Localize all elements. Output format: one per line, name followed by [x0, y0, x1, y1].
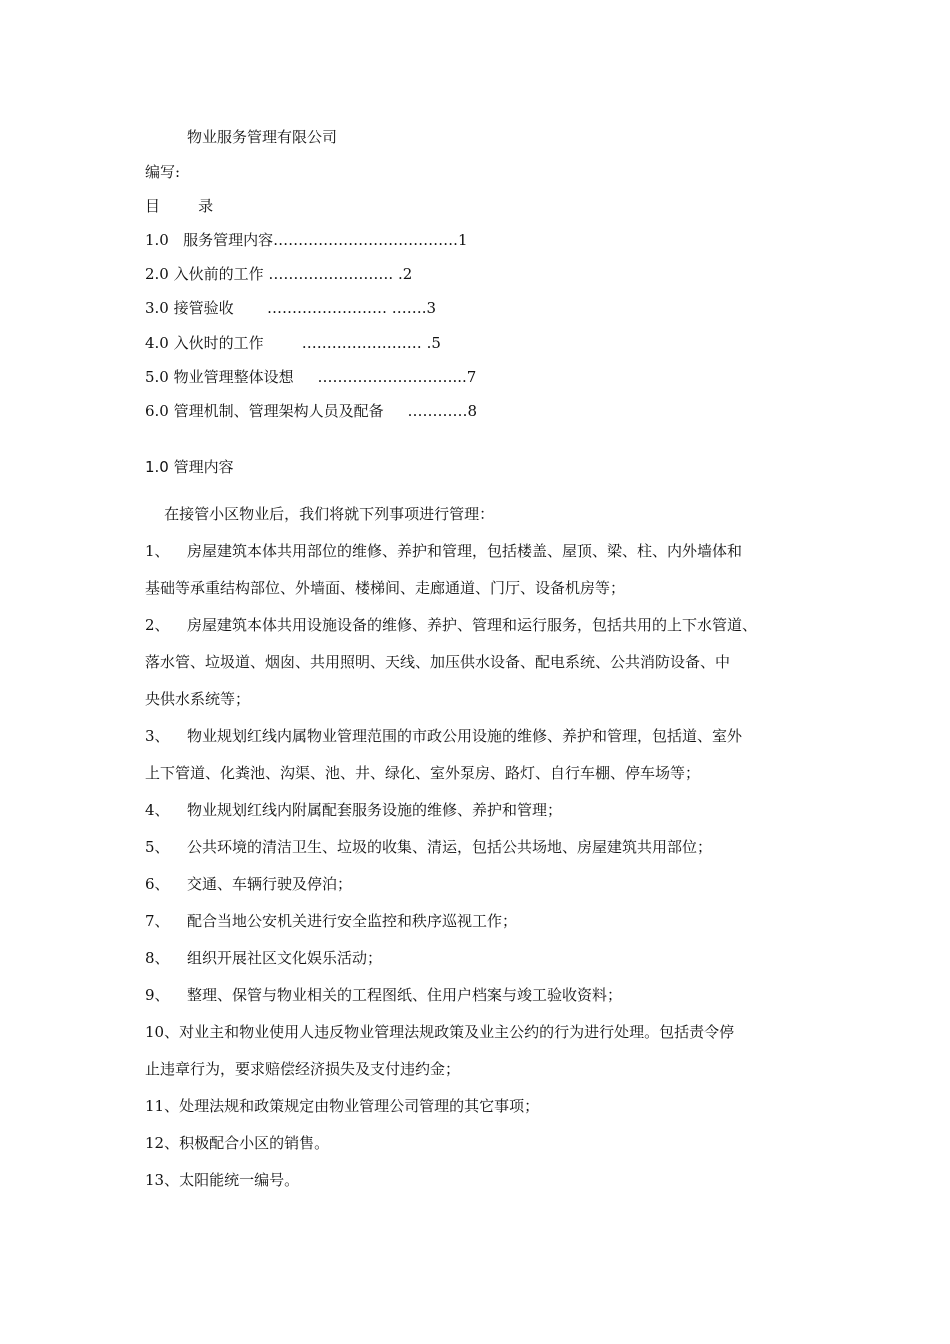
list-item-text: 交通、车辆行驶及停泊；	[187, 875, 353, 893]
toc-entry-dots: ………………………………	[273, 231, 454, 249]
toc-entry-dots: …………………….	[268, 265, 394, 283]
list-item	[145, 1096, 539, 1116]
list-item-continuation	[145, 578, 625, 598]
toc-entry-label: 5.0 物业管理整体设想	[145, 368, 318, 386]
list-item	[145, 800, 562, 820]
list-item-number: 3、	[145, 727, 170, 745]
toc-entry-dots: ……………………….	[317, 368, 458, 386]
list-item-text: 落水管、垃圾道、烟囱、共用照明、天线、加压供水设备、配电系统、公共消防设备、中	[145, 653, 731, 671]
list-item-continuation	[145, 652, 730, 672]
toc-entry	[145, 401, 477, 421]
list-item-text: 太阳能统一编号。	[179, 1171, 300, 1189]
list-item-text: 止违章行为，要求赔偿经济损失及支付违约金；	[145, 1060, 461, 1078]
list-item-number: 4、	[145, 801, 170, 819]
toc-entry-page: ..7	[457, 368, 477, 386]
list-item-text: 物业规划红线内属物业管理范围的市政公用设施的维修、养护和管理，包括道、室外	[187, 727, 743, 745]
list-item-text: 公共环境的清洁卫生、垃圾的收集、清运，包括公共场地、房屋建筑共用部位；	[187, 838, 713, 856]
toc-entry-dots: ……………………	[301, 334, 427, 352]
author-label: 编写:	[145, 163, 181, 181]
list-item-text: 配合当地公安机关进行安全监控和秩序巡视工作；	[187, 912, 518, 930]
list-item-number: 10、	[145, 1023, 180, 1041]
list-item-number: 6、	[145, 875, 170, 893]
toc-entry-label: 6.0 管理机制、管理架构人员及配备	[145, 402, 408, 420]
toc-entry-page: .1	[453, 231, 468, 249]
list-item-continuation	[145, 689, 250, 709]
list-item	[145, 1022, 734, 1042]
list-item-number: 2、	[145, 616, 170, 634]
toc-entry	[145, 298, 436, 318]
list-item-number: 11、	[145, 1097, 180, 1115]
section-intro: 在接管小区物业后，我们将就下列事项进行管理：	[145, 505, 495, 523]
list-item-number: 1、	[145, 542, 170, 560]
list-item-text: 央供水系统等；	[145, 690, 251, 708]
toc-entry-label: 3.0 接管验收	[145, 299, 267, 317]
list-item	[145, 874, 352, 894]
toc-heading: 目 录	[145, 197, 214, 215]
list-item	[145, 911, 517, 931]
list-item-text: 基础等承重结构部位、外墙面、楼梯间、走廊通道、门厅、设备机房等；	[145, 579, 626, 597]
list-item-text: 整理、保管与物业相关的工程图纸、住用户档案与竣工验收资料；	[187, 986, 623, 1004]
list-item-number: 5、	[145, 838, 170, 856]
list-item-number: 9、	[145, 986, 170, 1004]
list-item	[145, 615, 757, 635]
list-item	[145, 726, 742, 746]
list-item-continuation	[145, 1059, 460, 1079]
toc-entry	[145, 367, 476, 387]
list-item	[145, 837, 712, 857]
toc-entry-page: .5	[426, 334, 441, 352]
list-item-number: 8、	[145, 949, 170, 967]
toc-entry	[145, 264, 412, 284]
list-item-text: 物业规划红线内附属配套服务设施的维修、养护和管理；	[187, 801, 563, 819]
list-item-continuation	[145, 763, 700, 783]
toc-entry	[145, 230, 467, 250]
toc-entry-label: 1.0 服务管理内容	[145, 231, 274, 249]
list-item-text: 处理法规和政策规定由物业管理公司管理的其它事项；	[179, 1097, 540, 1115]
list-item-number: 12、	[145, 1134, 180, 1152]
toc-entry-page: .3	[421, 299, 437, 317]
toc-entry-page: 8	[467, 402, 478, 420]
toc-entry-dots: …………	[407, 402, 468, 420]
list-item	[145, 985, 622, 1005]
list-item-text: 上下管道、化粪池、沟渠、池、井、绿化、室外泵房、路灯、自行车棚、停车场等；	[145, 764, 701, 782]
list-item	[145, 541, 742, 561]
toc-entry-label: 2.0 入伙前的工作	[145, 265, 269, 283]
list-item-text: 组织开展社区文化娱乐活动；	[187, 949, 383, 967]
list-item-text: 房屋建筑本体共用设施设备的维修、养护、管理和运行服务，包括共用的上下水管道、	[187, 616, 758, 634]
list-item	[145, 948, 382, 968]
list-item-text: 积极配合小区的销售。	[179, 1134, 330, 1152]
list-item	[145, 1133, 329, 1153]
list-item	[145, 1170, 299, 1190]
toc-entry-dots: …………………… ……	[267, 299, 422, 317]
list-item-text: 对业主和物业使用人违反物业管理法规政策及业主公约的行为进行处理。包括责令停	[179, 1023, 735, 1041]
list-item-text: 房屋建筑本体共用部位的维修、养护和管理，包括楼盖、屋顶、梁、柱、内外墙体和	[187, 542, 743, 560]
toc-entry-label: 4.0 入伙时的工作	[145, 334, 302, 352]
section-title: 1.0 管理内容	[145, 458, 234, 476]
list-item-number: 13、	[145, 1171, 180, 1189]
toc-entry	[145, 333, 441, 353]
company-name: 物业服务管理有限公司	[187, 128, 338, 146]
toc-entry-page: .2	[393, 265, 413, 283]
list-item-number: 7、	[145, 912, 170, 930]
